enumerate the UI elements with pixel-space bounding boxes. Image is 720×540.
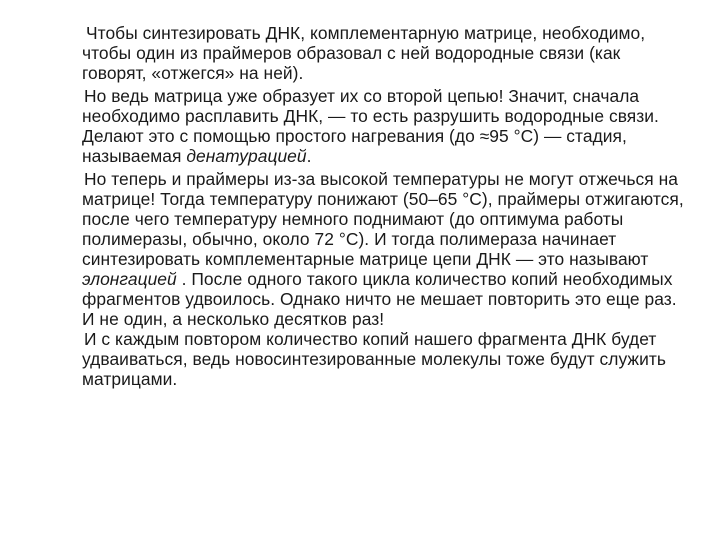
term-elongation: элонгацией — [82, 269, 177, 289]
paragraph-3-text: Но теперь и праймеры из-за высокой температуры не могут отжечься на матрице! Тогда температуру понижают (50–65 °С), праймеры отжигаются, после чего температуру немного поднимают (до оптимума работы полимеразы, обычно, около 72 °С). И тогда полимераза начинает синтезировать комплементарные матрице цепи ДНК — это называют — [82, 169, 684, 269]
paragraph-1 — [82, 23, 687, 83]
paragraph-3 — [82, 169, 687, 329]
term-denaturation: денатурацией — [186, 146, 307, 166]
paragraph-2 — [82, 86, 687, 166]
paragraph-2-tail: . — [306, 146, 312, 166]
paragraph-2-text: Но ведь матрица уже образует их со второй цепью! Значит, сначала необходимо расплавить ДНК, — то есть разрушить водородные связи. Делают это с помощью простого нагревания (до ≈95 °С) — стадия, называемая — [82, 86, 659, 166]
paragraph-3-tail: . После одного такого цикла количество копий необходимых фрагментов удвоилось. Однако ничто не мешает повторить это еще раз. И не один, а несколько десятков раз! — [82, 269, 677, 329]
paragraph-4-text: И с каждым повтором количество копий нашего фрагмента ДНК будет удваиваться, ведь новосинтезированные молекулы тоже будут служить матрицами. — [82, 329, 666, 389]
paragraph-4 — [82, 329, 687, 389]
paragraph-1-text: Чтобы синтезировать ДНК, комплементарную матрице, необходимо, чтобы один из праймеров образовал с ней водородные связи (как говорят, «отжегся» на ней). — [82, 23, 646, 83]
body-text — [82, 23, 687, 389]
